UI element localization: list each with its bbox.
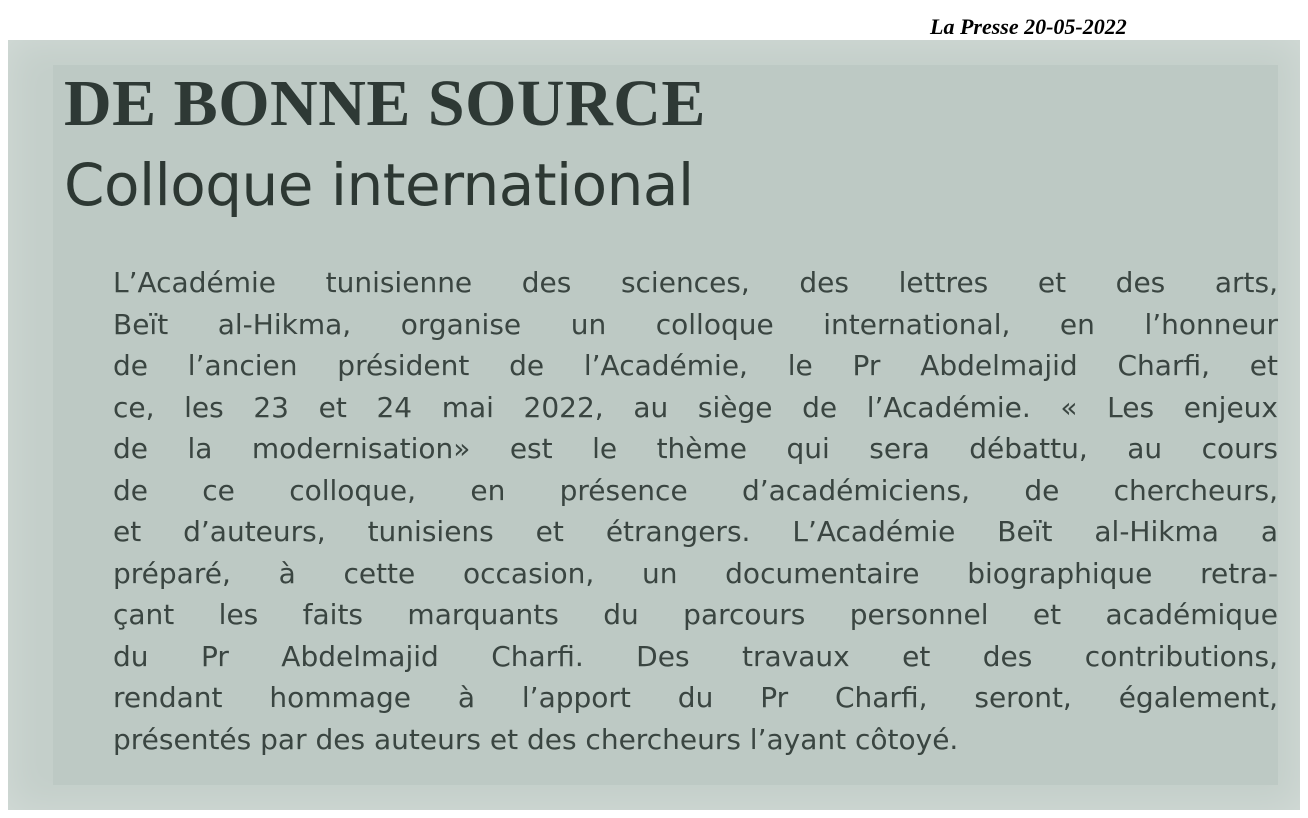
body-line: ce, les 23 et 24 mai 2022, au siège de l’Académie. « Les enjeux [113, 390, 1278, 424]
body-line: de ce colloque, en présence d’académiciens, de chercheurs, [113, 473, 1278, 507]
body-line: Beït al-Hikma, organise un colloque international, en l’honneur [113, 307, 1278, 341]
article-body [113, 262, 1278, 760]
body-line: de la modernisation» est le thème qui sera débattu, au cours [113, 432, 1278, 465]
body-line: L’Académie tunisienne des sciences, des lettres et des arts, [113, 266, 1278, 299]
source-citation: La Presse 20-05-2022 [930, 14, 1127, 39]
rubric-title: DE BONNE SOURCE [64, 67, 706, 140]
body-line: et d’auteurs, tunisiens et étrangers. L’Académie Beït al-Hikma a [113, 515, 1278, 548]
body-line: de l’ancien président de l’Académie, le Pr Abdelmajid Charfi, et [113, 349, 1278, 382]
article-headline: Colloque international [64, 151, 694, 219]
body-line: çant les faits marquants du parcours personnel et académique [113, 598, 1278, 631]
body-line: présentés par des auteurs et des chercheurs l’ayant côtoyé. [113, 722, 959, 756]
body-line: du Pr Abdelmajid Charfi. Des travaux et des contributions, [113, 639, 1278, 673]
body-line: rendant hommage à l’apport du Pr Charfi, seront, également, [113, 681, 1278, 714]
body-line: préparé, à cette occasion, un documentaire biographique retra- [113, 556, 1278, 590]
